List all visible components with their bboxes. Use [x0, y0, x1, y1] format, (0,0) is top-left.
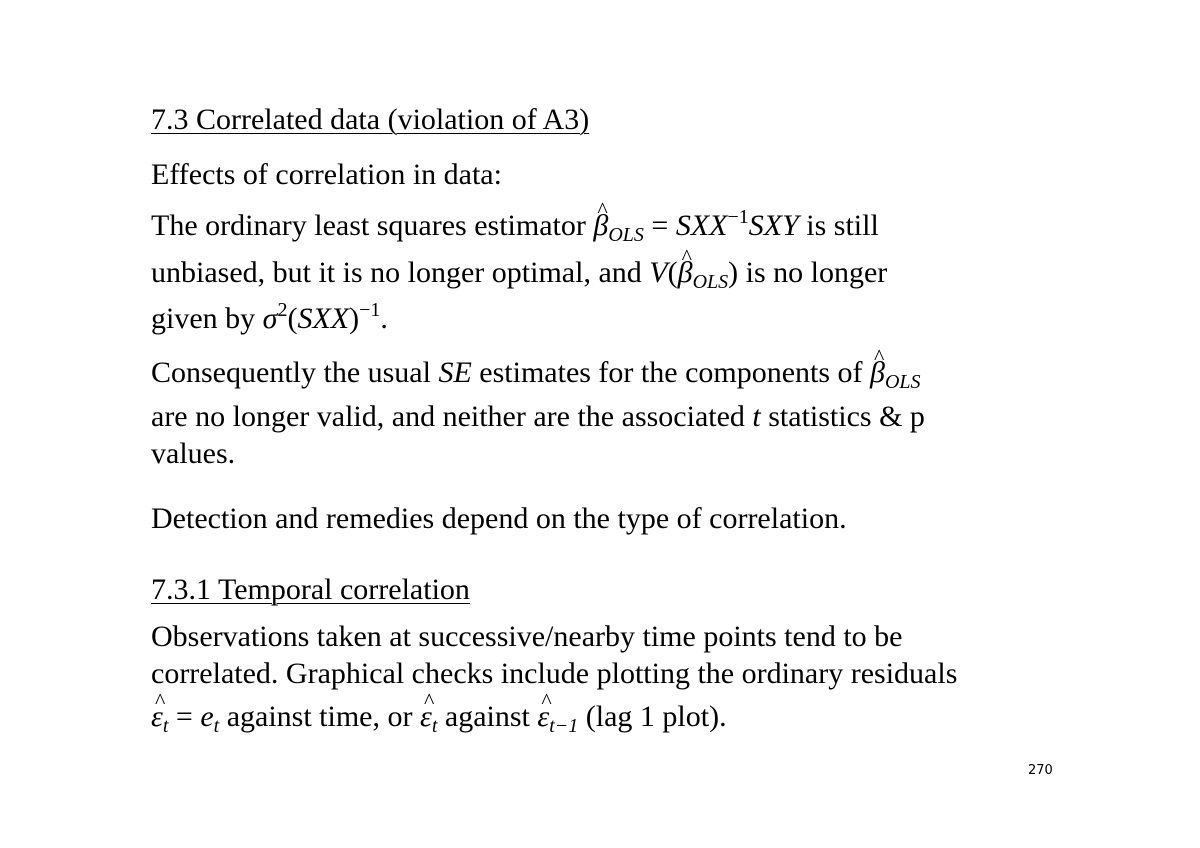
t-subscript: t	[162, 715, 169, 737]
t-symbol: t	[752, 400, 761, 433]
para2-text: Consequently the usual	[151, 356, 439, 389]
para1-text: unbiased, but it is no longer optimal, and	[151, 256, 650, 289]
para1-line2	[151, 256, 888, 293]
para2-line3: values.	[151, 437, 236, 470]
subsection-line3	[151, 700, 727, 737]
beta-hat-symbol: ^ β	[678, 256, 693, 290]
para2-line1	[151, 356, 921, 393]
para1-text: given by	[151, 302, 263, 335]
para1-line1	[151, 206, 879, 246]
page-number: 270	[1028, 763, 1053, 778]
equals-sign: =	[168, 700, 201, 733]
para2-text: estimates for the components of	[471, 356, 871, 389]
section-heading: 7.3 Correlated data (violation of A3)	[151, 103, 590, 136]
beta-hat-symbol: ^ β	[870, 356, 885, 390]
effects-intro: Effects of correlation in data:	[151, 158, 502, 191]
epsilon-hat-symbol: ^ ε	[420, 700, 432, 734]
para2-line2	[151, 400, 925, 434]
t-minus-1-subscript: t−1	[549, 715, 579, 737]
sxy-symbol: SXY	[748, 209, 799, 242]
para3: Detection and remedies depend on the type of correlation.	[151, 502, 847, 535]
para2-text: are no longer valid, and neither are the associated	[151, 400, 753, 433]
subsection-heading: 7.3.1 Temporal correlation	[151, 573, 470, 606]
sigma-symbol: σ	[262, 302, 278, 335]
ols-subscript: OLS	[884, 371, 921, 393]
se-symbol: SE	[438, 356, 472, 389]
ols-subscript: OLS	[692, 271, 729, 293]
open-paren: (	[667, 256, 678, 289]
subsection-text: against time, or	[219, 700, 420, 733]
t-subscript: t	[431, 715, 438, 737]
para1-text: The ordinary least squares estimator	[151, 209, 594, 242]
sxx-symbol: SXX	[297, 302, 350, 335]
para1-line3	[151, 299, 388, 336]
epsilon-hat-symbol: ^ ε	[151, 700, 163, 734]
para1-text: is no longer	[738, 256, 888, 289]
variance-symbol: V	[649, 256, 668, 289]
para2-text: statistics & p	[760, 400, 925, 433]
period: .	[380, 302, 388, 335]
beta-hat-symbol: ^ β	[593, 209, 608, 243]
subsection-text: against	[437, 700, 538, 733]
sxx-symbol: SXX	[675, 209, 728, 242]
ols-subscript: OLS	[608, 224, 644, 246]
open-paren: (	[287, 302, 298, 335]
square-superscript: 2	[277, 299, 288, 321]
subsection-line1: Observations taken at successive/nearby time points tend to be	[151, 620, 903, 653]
subsection-text: (lag 1 plot).	[578, 700, 727, 733]
close-paren: )	[728, 256, 739, 289]
subsection-line2: correlated. Graphical checks include plotting the ordinary residuals	[151, 657, 958, 690]
epsilon-hat-symbol: ^ ε	[537, 700, 549, 734]
close-paren: )	[349, 302, 360, 335]
inverse-superscript: −1	[359, 299, 381, 321]
para1-text: is still	[798, 209, 879, 242]
equals-sign: =	[643, 209, 676, 242]
t-subscript: t	[213, 715, 220, 737]
e-symbol: e	[200, 700, 214, 733]
inverse-superscript: −1	[727, 206, 749, 228]
